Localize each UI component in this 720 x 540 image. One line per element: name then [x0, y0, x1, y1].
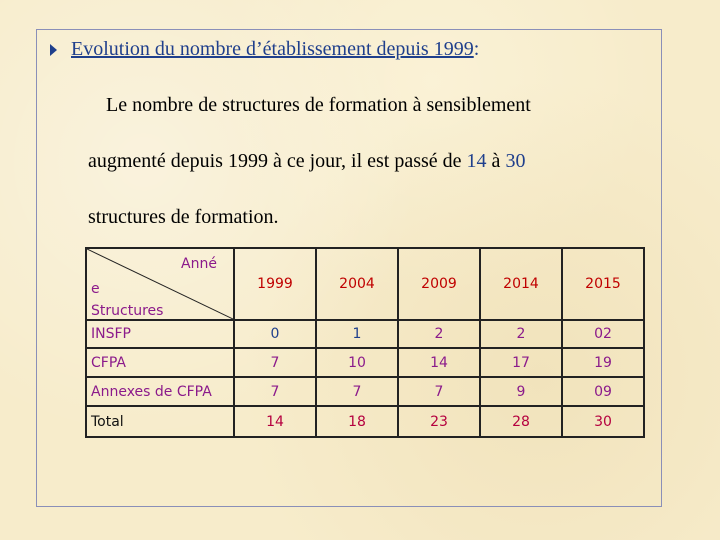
structures-table — [85, 247, 645, 438]
slide-heading — [71, 38, 479, 61]
corner-header-cell — [86, 248, 234, 320]
year-header: 1999 — [234, 248, 316, 320]
from-value: 14 — [466, 150, 487, 172]
year-header: 2004 — [316, 248, 398, 320]
row-label: Annexes de CFPA — [86, 377, 234, 406]
bullet-arrow-icon — [50, 44, 57, 56]
row-label: Total — [86, 406, 234, 437]
table-cell: 02 — [562, 320, 644, 348]
table-cell: 1 — [316, 320, 398, 348]
table-cell: 09 — [562, 377, 644, 406]
paragraph-line-2-text: augmenté depuis 1999 à ce jour, il est passé de — [88, 150, 467, 172]
paragraph-line-1: Le nombre de structures de formation à sensiblement — [106, 94, 531, 116]
heading-text: Evolution du nombre d’établissement depuis 1999 — [71, 38, 474, 60]
table-row-total — [86, 406, 644, 437]
row-label: INSFP — [86, 320, 234, 348]
heading-colon: : — [473, 38, 480, 60]
table-cell: 9 — [480, 377, 562, 406]
table-cell: 7 — [316, 377, 398, 406]
table-cell: 17 — [480, 348, 562, 377]
year-header: 2015 — [562, 248, 644, 320]
table-cell: 7 — [398, 377, 480, 406]
paragraph-line-2 — [88, 150, 525, 173]
table-cell: 2 — [398, 320, 480, 348]
to-value: 30 — [505, 150, 526, 172]
table-row — [86, 377, 644, 406]
table-cell: 19 — [562, 348, 644, 377]
corner-annee-label: Anné — [181, 256, 217, 272]
table-cell: 14 — [234, 406, 316, 437]
table-cell: 10 — [316, 348, 398, 377]
paragraph-line-2-mid: à — [486, 150, 506, 172]
table-cell: 7 — [234, 377, 316, 406]
table-cell: 23 — [398, 406, 480, 437]
paragraph-line-3: structures de formation. — [88, 206, 279, 228]
table-cell: 14 — [398, 348, 480, 377]
table-cell: 18 — [316, 406, 398, 437]
table-header-row — [86, 248, 644, 320]
table-cell: 2 — [480, 320, 562, 348]
table-cell: 0 — [234, 320, 316, 348]
table-cell: 30 — [562, 406, 644, 437]
table-cell: 28 — [480, 406, 562, 437]
corner-e-label: e — [91, 281, 100, 297]
table-cell: 7 — [234, 348, 316, 377]
year-header: 2009 — [398, 248, 480, 320]
year-header: 2014 — [480, 248, 562, 320]
table-row — [86, 320, 644, 348]
row-label: CFPA — [86, 348, 234, 377]
corner-structures-label: Structures — [91, 303, 164, 319]
table-row — [86, 348, 644, 377]
